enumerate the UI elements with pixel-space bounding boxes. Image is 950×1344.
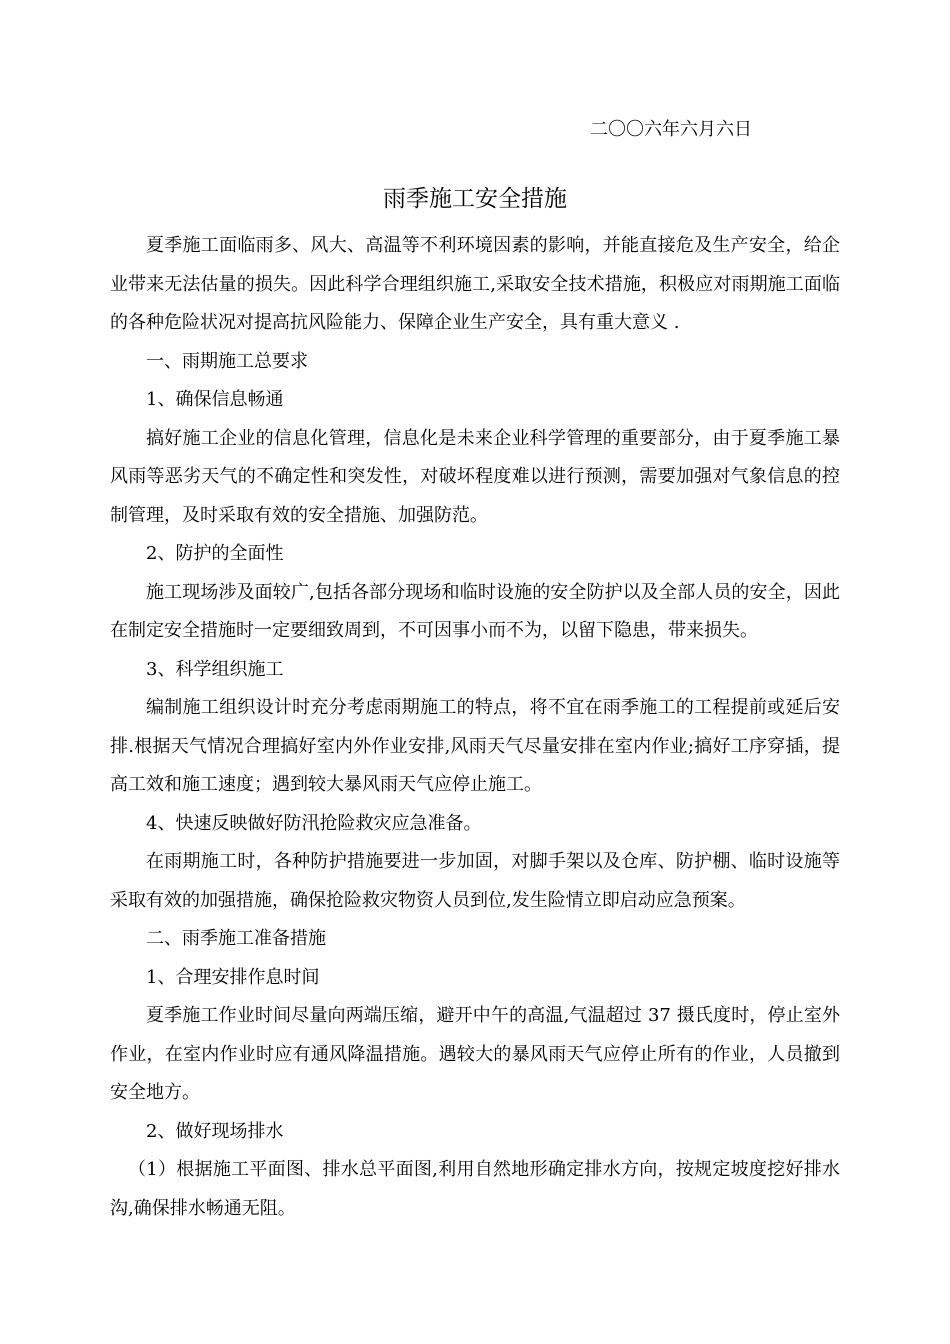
subsection-heading: 2、防护的全面性 xyxy=(146,543,284,564)
document-title: 雨季施工安全措施 xyxy=(383,186,567,212)
intro-paragraph: 夏季施工面临雨多、风大、高温等不利环境因素的影响，并能直接危及生产安全，给企业带来无法估量的损失。因此科学合理组织施工,采取安全技术措施，积极应对雨期施工面临的各种危险状况对提高抗风险能力、保障企业生产安全，具有重大意义 . xyxy=(110,235,840,333)
section-heading: 二、雨季施工准备措施 xyxy=(146,928,326,949)
body-paragraph: 夏季施工作业时间尽量向两端压缩，避开中午的高温,气温超过 37 摄氏度时，停止室外作业，在室内作业时应有通风降温措施。遇较大的暴风雨天气应停止所有的作业，人员撤到安全地方。 xyxy=(110,1005,840,1103)
body-paragraph: （1）根据施工平面图、排水总平面图,利用自然地形确定排水方向，按规定坡度挖好排水沟,确保排水畅通无阻。 xyxy=(110,1159,840,1219)
document-body xyxy=(110,227,840,1228)
subsection-heading: 2、做好现场排水 xyxy=(146,1120,284,1142)
body-paragraph: 编制施工组织设计时充分考虑雨期施工的特点，将不宜在雨季施工的工程提前或延后安排.根据天气情况合理搞好室内外作业安排,风雨天气尽量安排在室内作业;搞好工序穿插，提高工效和施工速度；遇到较大暴风雨天气应停止施工。 xyxy=(110,697,840,795)
body-paragraph: 施工现场涉及面较广,包括各部分现场和临时设施的安全防护以及全部人员的安全，因此在制定安全措施时一定要细致周到，不可因事小而不为，以留下隐患，带来损失。 xyxy=(110,581,840,641)
body-paragraph: 在雨期施工时，各种防护措施要进一步加固，对脚手架以及仓库、防护棚、临时设施等采取有效的加强措施，确保抢险救灾物资人员到位,发生险情立即启动应急预案。 xyxy=(110,851,840,911)
subsection-heading: 4、快速反映做好防汛抢险救灾应急准备。 xyxy=(146,812,482,834)
subsection-heading: 3、科学组织施工 xyxy=(146,658,284,680)
subsection-heading: 1、确保信息畅通 xyxy=(146,389,284,410)
document-date: 二〇〇六年六月六日 xyxy=(590,119,752,140)
section-heading: 一、雨期施工总要求 xyxy=(146,350,308,372)
body-paragraph: 搞好施工企业的信息化管理，信息化是未来企业科学管理的重要部分，由于夏季施工暴风雨等恶劣天气的不确定性和突发性，对破坏程度难以进行预测，需要加强对气象信息的控制管理，及时采取有效的安全措施、加强防范。 xyxy=(110,427,840,526)
subsection-heading: 1、合理安排作息时间 xyxy=(146,966,320,988)
